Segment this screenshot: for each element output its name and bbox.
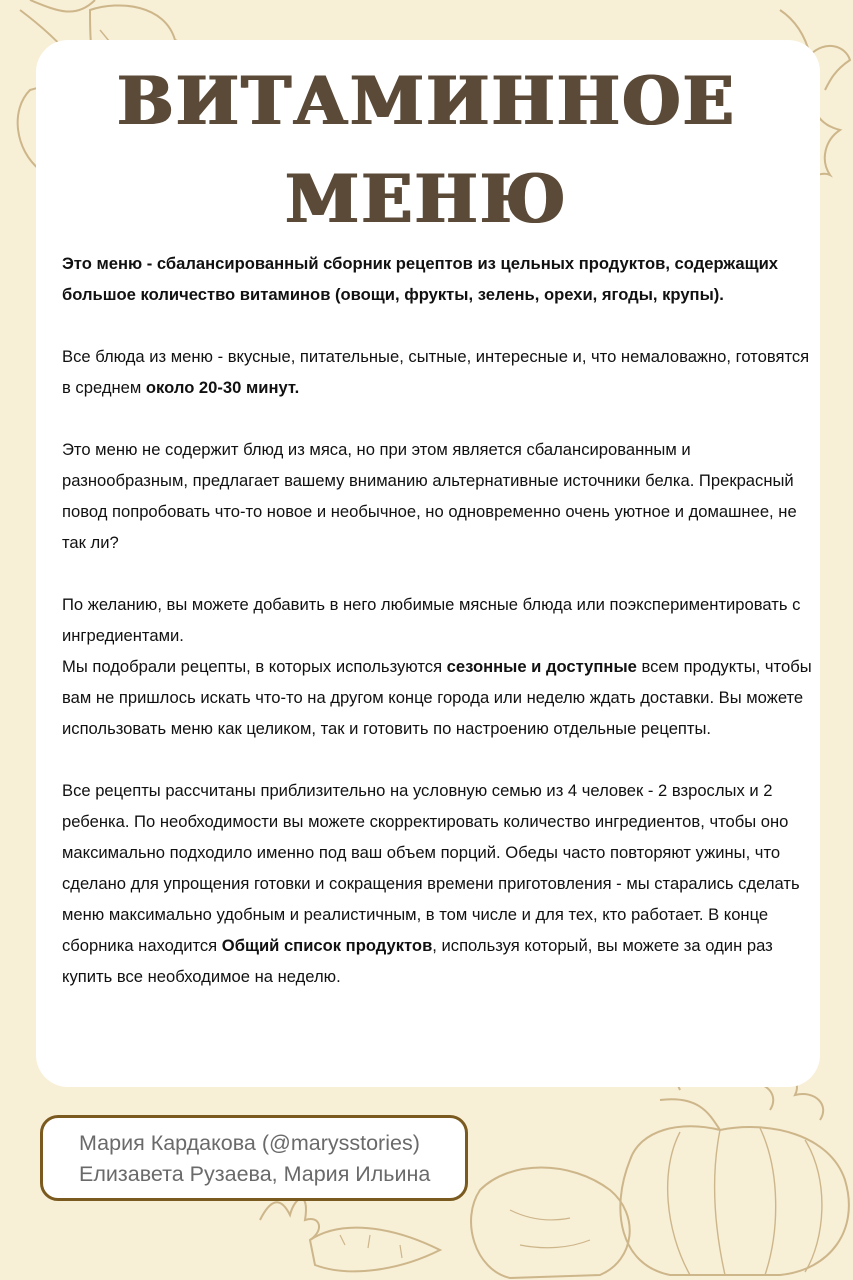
timing-emphasis: около 20-30 минут.	[145, 378, 300, 397]
author-line-2: Елизавета Рузаева, Мария Ильина	[79, 1162, 431, 1186]
authors-box	[40, 1115, 468, 1201]
seasonal-paragraph	[62, 651, 812, 744]
body-text	[62, 248, 812, 992]
shopping-list-emphasis: Общий список продуктов	[221, 936, 433, 955]
author-line-1: Мария Кардакова (@marysstories)	[79, 1131, 420, 1155]
carrot-icon	[250, 1190, 450, 1280]
family-paragraph	[62, 775, 812, 992]
intro-text: Это меню - сбалансированный сборник рецептов из цельных продуктов, содержащих большое количество витаминов (овощи, фрукты, зелень, орехи, ягоды, крупы).	[62, 254, 778, 304]
page-title-line-2: МЕНЮ	[285, 160, 568, 238]
family-text-after: , используя который, вы можете за один раз купить все необходимое на неделю.	[62, 936, 773, 986]
customize-paragraph: По желанию, вы можете добавить в него любимые мясные блюда или поэкспериментировать с ингредиентами.	[62, 595, 801, 645]
no-meat-paragraph: Это меню не содержит блюд из мяса, но при этом является сбалансированным и разнообразным, предлагает вашему вниманию альтернативные источники белка. Прекрасный повод попробовать что-то новое и необычное, но одновременно очень уютное и домашнее, не так ли?	[62, 440, 797, 552]
timing-paragraph	[62, 341, 812, 403]
page-title-line-1: ВИТАМИННОЕ	[117, 62, 736, 140]
pumpkin-icon	[600, 1060, 853, 1280]
sweet-potato-icon	[450, 1150, 650, 1280]
seasonal-text-after: всем продукты, чтобы вам не пришлось искать что-то на другом конце города или неделю ждать доставки. Вы можете использовать меню как целиком, так и готовить по настроению отдельные рецепты.	[62, 657, 812, 738]
timing-text: Все блюда из меню - вкусные, питательные, сытные, интересные и, что немаловажно, готовятся в среднем	[62, 347, 810, 397]
family-text-before: Все рецепты рассчитаны приблизительно на условную семью из 4 человек - 2 взрослых и 2 ребенка. По необходимости вы можете скорректировать количество ингредиентов, чтобы оно максимально подходило именно под ваш объем порций. Обеды часто повторяют ужины, что сделано для упрощения готовки и сокращения времени приготовления - мы старались сделать меню максимально удобным и реалистичным, в том числе и для тех, кто работает. В конце сборника находится	[62, 781, 800, 955]
intro-paragraph	[62, 248, 812, 310]
seasonal-text-before: Мы подобрали рецепты, в которых используются	[62, 657, 447, 676]
seasonal-emphasis: сезонные и доступные	[446, 657, 637, 676]
